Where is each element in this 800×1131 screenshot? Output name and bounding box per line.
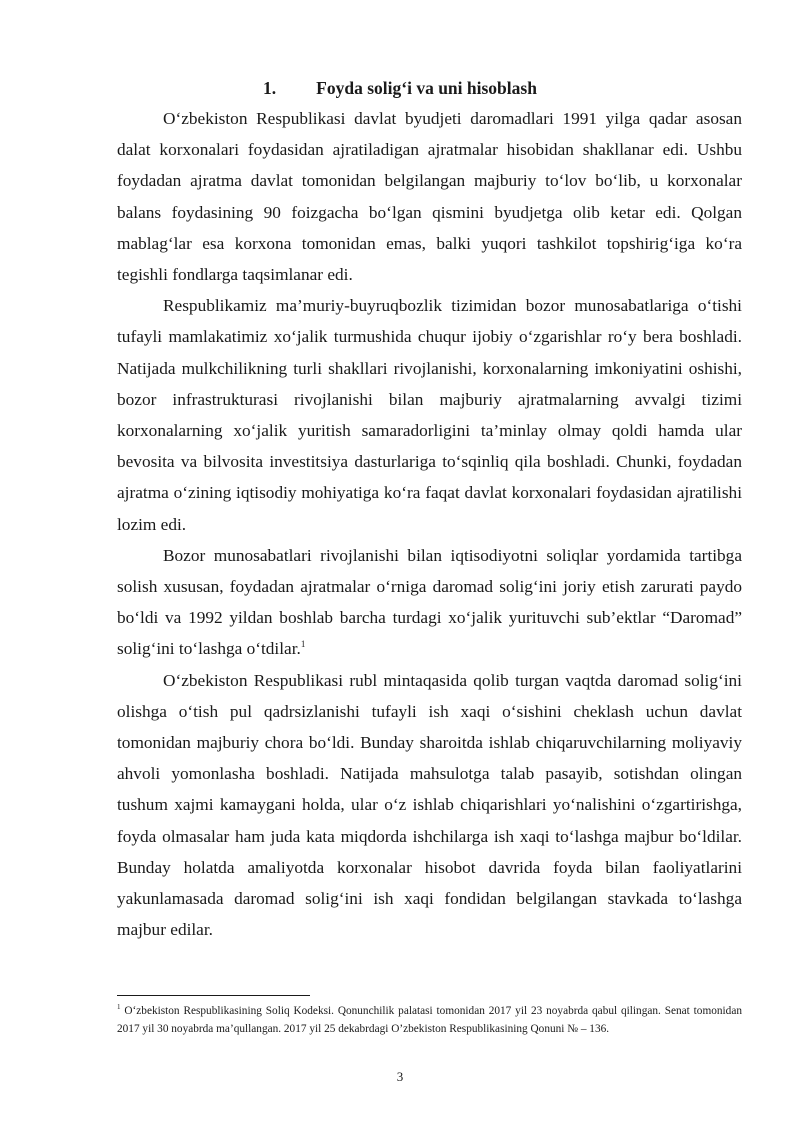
paragraph-1: O‘zbekiston Respublikasi davlat byudjeti daromadlari 1991 yilga qadar asosan dalat korxonalari foydasidan ajratiladigan ajratmalar hisobidan shakllanar edi. Ushbu foydadan ajratma davlat tomonidan belgilangan majburiy to‘lov bo‘lib, u korxonalar balans foydasining 90 foizgacha bo‘lgan qismini byudjetga olib ketar edi. Qolgan mablag‘lar esa korxona tomonidan emas, balki yuqori tashkilot topshirig‘iga ko‘ra tegishli fondlarga taqsimlanar edi. bbox=[117, 109, 742, 285]
section-title: Foyda solig‘i va uni hisoblash bbox=[316, 78, 537, 98]
footnote-divider bbox=[117, 995, 310, 996]
paragraph-3-text: Bozor munosabatlari rivojlanishi bilan iqtisodiyotni soliqlar yordamida tartibga solish xususan, foydadan ajratmalar o‘rniga daromad solig‘ini joriy etish zarurati paydo bo‘ldi va 1992 yildan boshlab barcha turdagi xo‘jalik yurituvchi sub’ektlar “Daromad” solig‘ini to‘lashga o‘tdilar. bbox=[117, 545, 742, 659]
section-number: 1. bbox=[263, 78, 277, 98]
footnote bbox=[117, 1002, 742, 1038]
footnote-text: O‘zbekiston Respublikasining Soliq Kodeksi. Qonunchilik palatasi tomonidan 2017 yil 23 noyabrda qabul qilingan. Senat tomonidan 2017 yil 30 noyabrda ma’qullangan. 2017 yil 25 dekabrdagi O’zbekiston Respublikasining Qonuni № – 136. bbox=[117, 1005, 742, 1035]
page-number: 3 bbox=[396, 1069, 404, 1084]
paragraph-2: Respublikamiz ma’muriy-buyruqbozlik tizimidan bozor munosabatlariga o‘tishi tufayli mamlakatimiz xo‘jalik turmushida chuqur ijobiy o‘zgarishlar ro‘y bera boshladi. Natijada mulkchilikning turli shakllari rivojlanishi, korxonalarning imkoniyatini oshishi, bozor infrastrukturasi rivojlanishi bilan majburiy ajratmalarning avvalgi tizimi korxonalarning xo‘jalik yuritish samaradorligini ta’minlay olmay qoldi hamda ular bevosita va bilvosita investitsiya dasturlariga to‘sqinliq qila boshladi. Chunki, foydadan ajratma o‘zining iqtisodiy mohiyatiga ko‘ra faqat davlat korxonalari foydasidan ajratilishi lozim edi. bbox=[117, 296, 742, 534]
footnote-reference[interactable]: 1 bbox=[300, 639, 306, 650]
section-heading bbox=[0, 76, 800, 100]
paragraph-4: O‘zbekiston Respublikasi rubl mintaqasida qolib turgan vaqtda daromad solig‘ini olishga o‘tish pul qadrsizlanishi tufayli ish xaqi o‘sishini cheklash uchun davlat tomonidan majburiy chora bo‘ldi. Bunday sharoitda ishlab chiqaruvchilarning moliyaviy ahvoli yomonlasha boshladi. Natijada mahsulotga talab pasayib, sotishdan olingan tushum xajmi kamaygani holda, ular o‘z ishlab chiqarishlari yo‘nalishini o‘zgartirishga, foyda olmasalar ham juda kata miqdorda ishchilarga ish xaqi to‘lashga majbur bo‘ldilar. Bunday holatda amaliyotda korxonalar hisobot davrida foyda bilan faoliyatlarini yakunlamasada daromad solig‘ini ish xaqi fondidan belgilangan stavkada to‘lashga majbur edilar. bbox=[117, 670, 742, 940]
body-text bbox=[117, 103, 742, 945]
paragraph-3 bbox=[117, 540, 742, 665]
footnote-marker: 1 bbox=[117, 1003, 121, 1012]
